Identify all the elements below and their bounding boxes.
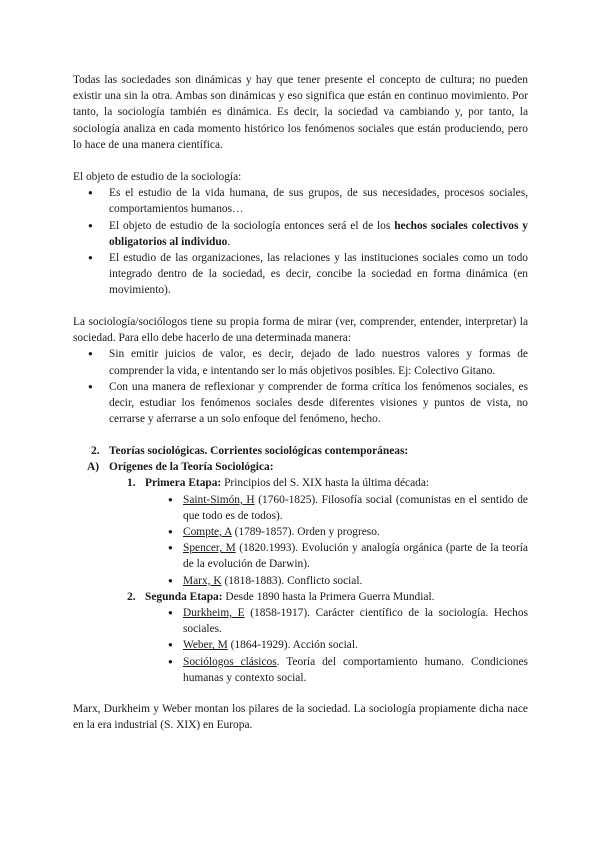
- list-item: [73, 185, 528, 217]
- subsection-heading-a: [73, 459, 528, 475]
- closing-paragraph: Marx, Durkheim y Weber montan los pilares de la sociedad. La sociología propiamente dicha nace en la era industrial (S. XIX) en Europa.: [73, 703, 528, 732]
- etapa-label: Primera Etapa:: [145, 477, 222, 490]
- author-name: Marx, K: [183, 574, 222, 587]
- etapa-2-heading: [73, 589, 528, 605]
- teorias-section: [73, 443, 528, 686]
- author-text: (1820.1993). Evolución y analogía orgánica (parte de la teoría de la evolución de Darwin).: [183, 542, 528, 571]
- author-text: (1858-1917). Carácter científico de la sociología. Hechos sociales.: [183, 607, 529, 636]
- list-item-text: El estudio de las organizaciones, las relaciones y las instituciones sociales como un todo integrado dentro de la sociedad, es decir, concibe la sociedad en forma dinámica (en movimiento).: [109, 252, 528, 297]
- author-text: . Teoría del comportamiento humano. Condiciones humanas y contexto social.: [183, 655, 528, 684]
- list-item: ● Con una manera de reflexionar y comprender de forma crítica los fenómenos sociales, es decir, estudiar los fenómenos sociales desde diferentes visiones y puntos de vista, no cerrarse y aferrarse a un solo enfoque del fenómeno, hecho.: [73, 379, 528, 428]
- list-item-text: .: [227, 235, 231, 248]
- list-item: [168, 605, 528, 637]
- author-name: Sociólogos clásicos: [183, 655, 277, 668]
- list-item: [168, 540, 528, 572]
- author-text: (1864-1929). Acción social.: [227, 639, 358, 652]
- list-item: [168, 573, 528, 589]
- heading-number: 2.: [91, 445, 100, 457]
- bold-phrase: hechos sociales colectivos y obligatorios al individuo: [109, 219, 528, 248]
- list-item: [73, 218, 528, 250]
- list-item: [168, 524, 528, 540]
- objeto-list: [73, 185, 528, 298]
- etapa-number: 1.: [127, 477, 136, 490]
- etapa-2-list: [168, 605, 528, 686]
- author-name: Durkheim, E: [183, 607, 245, 620]
- etapa-desc: Principios del S. XIX hasta la última década:: [221, 477, 430, 490]
- heading-title: Orígenes de la Teoría Sociológica:: [109, 461, 274, 474]
- intro-paragraph: Todas las sociedades son dinámicas y hay que tener presente el concepto de cultura; no pueden existir una sin la otra. Ambas son dinámicas y eso significa que están en continuo movimiento. Por tanto, la sociología también es dinámica. Es decir, la sociedad va cambiando y, por tanto, la sociología analiza en cada momento histórico los fenómenos sociales que están produciendo, pero lo hace de una manera científica.: [73, 74, 528, 151]
- author-text: (1818-1883). Conflicto social.: [221, 574, 363, 587]
- list-item: ● Sin emitir juicios de valor, es decir, dejado de lado nuestros valores y formas de comprender la vida, e intentando ser lo más objetivos posibles. Ej: Colectivo Gitano.: [73, 346, 528, 378]
- etapa-desc: Desde 1890 hasta la Primera Guerra Mundial.: [222, 590, 435, 603]
- mirar-section: [73, 314, 528, 427]
- list-item: [168, 492, 528, 524]
- mirar-list: [73, 346, 528, 427]
- etapa-label: Segunda Etapa:: [145, 590, 223, 603]
- list-item: [168, 637, 528, 653]
- etapa-number: 2.: [127, 590, 136, 603]
- author-name: Saint-Simón, H: [183, 493, 255, 506]
- objeto-heading: El objeto de estudio de la sociología:: [73, 171, 242, 183]
- list-item: [73, 250, 528, 299]
- heading-title: Teorías sociológicas. Corrientes sociológicas contemporáneas:: [109, 445, 409, 457]
- objeto-section: [73, 169, 528, 299]
- heading-letter: A): [87, 461, 100, 474]
- author-text: (1789-1857). Orden y progreso.: [231, 526, 380, 539]
- mirar-paragraph: La sociología/sociólogos tiene su propia forma de mirar (ver, comprender, entender, interpretar) la sociedad. Para ello debe hacerlo de una determinada manera:: [73, 316, 528, 345]
- etapa-1-heading: [73, 475, 528, 491]
- author-name: Compte, A: [183, 526, 232, 539]
- author-text: (1760-1825). Filosofía social (comunistas en el sentido de que todo es de todos).: [183, 493, 528, 522]
- list-item: [168, 654, 528, 686]
- list-item-text: El objeto de estudio de la sociología entonces será el de los: [109, 219, 395, 232]
- author-name: Weber, M: [183, 639, 228, 652]
- list-item-text: Es el estudio de la vida humana, de sus grupos, de sus necesidades, procesos sociales, comportamientos humanos…: [109, 187, 528, 216]
- author-name: Spencer, M: [183, 542, 236, 555]
- section-heading-2: [73, 443, 528, 459]
- etapa-1-list: [168, 492, 528, 589]
